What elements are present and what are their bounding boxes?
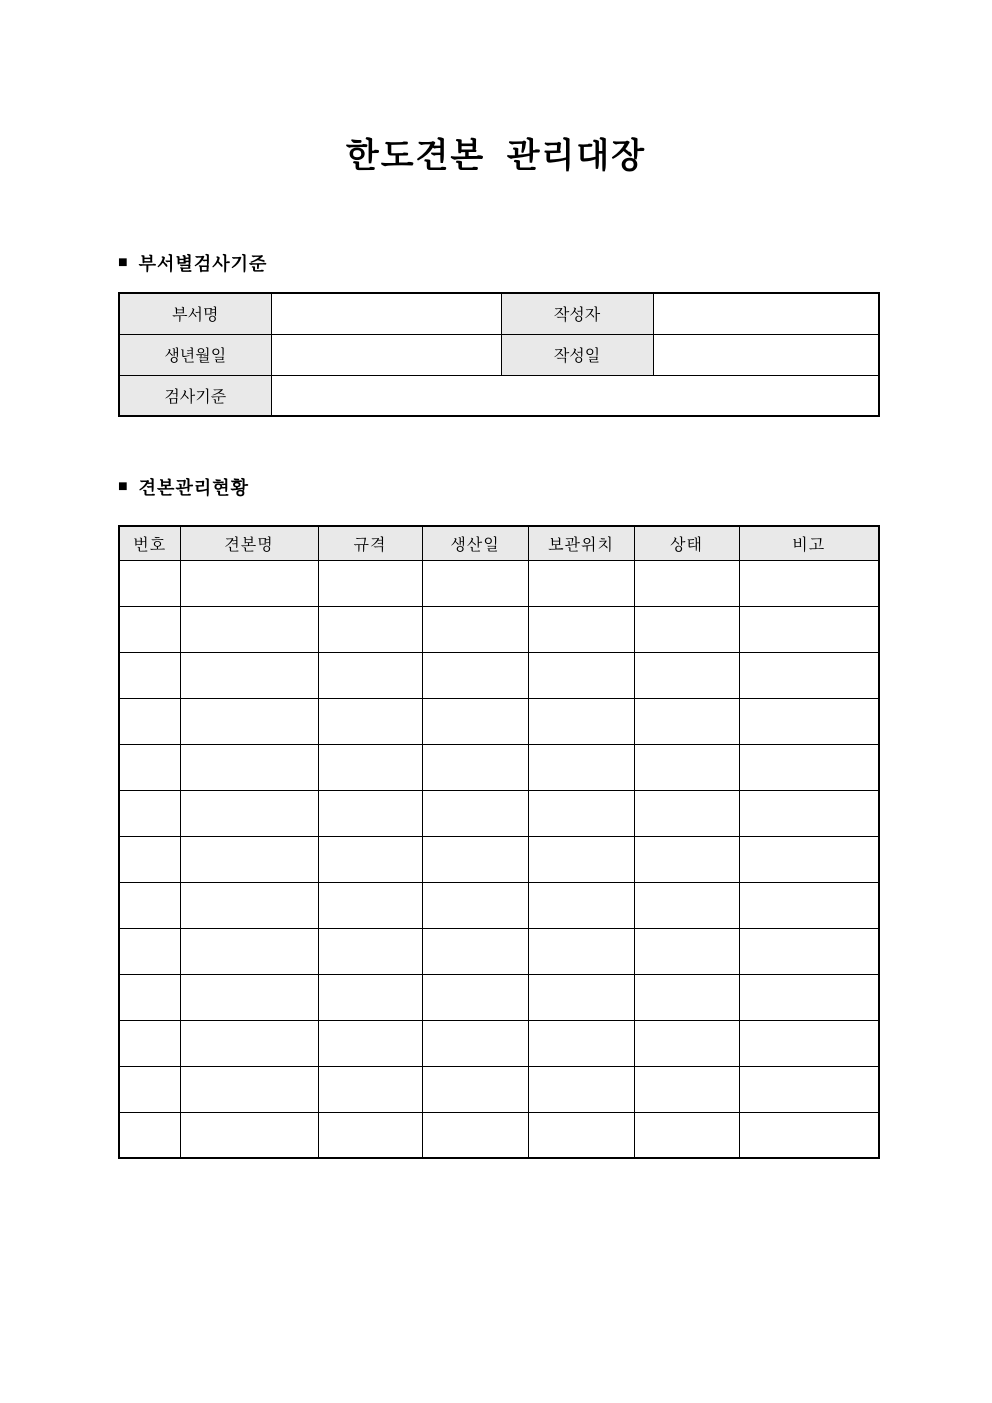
status-table-cell[interactable] xyxy=(318,1112,422,1158)
status-table-cell[interactable] xyxy=(119,606,180,652)
writer-field[interactable] xyxy=(653,293,879,334)
status-table-cell[interactable] xyxy=(119,974,180,1020)
dept-name-label: 부서명 xyxy=(119,293,271,334)
status-table-cell[interactable] xyxy=(634,1112,739,1158)
status-table-cell[interactable] xyxy=(739,974,879,1020)
status-table-row xyxy=(119,1066,879,1112)
status-table-cell[interactable] xyxy=(528,1112,634,1158)
info-row-3 xyxy=(119,375,879,416)
status-table-cell[interactable] xyxy=(634,882,739,928)
status-table-cell[interactable] xyxy=(528,560,634,606)
info-row-1 xyxy=(119,293,879,334)
status-table-cell[interactable] xyxy=(318,974,422,1020)
status-table-cell[interactable] xyxy=(318,790,422,836)
status-table-cell[interactable] xyxy=(739,744,879,790)
page-title: 한도견본 관리대장 xyxy=(345,137,647,175)
status-table-cell[interactable] xyxy=(180,1020,318,1066)
status-table-cell[interactable] xyxy=(528,1066,634,1112)
info-row-2 xyxy=(119,334,879,375)
status-table-cell[interactable] xyxy=(422,698,528,744)
status-table-cell[interactable] xyxy=(318,698,422,744)
status-table-cell[interactable] xyxy=(528,744,634,790)
status-table-row xyxy=(119,790,879,836)
status-table-cell[interactable] xyxy=(119,652,180,698)
status-table-cell[interactable] xyxy=(634,652,739,698)
status-table-cell[interactable] xyxy=(739,560,879,606)
status-table-row xyxy=(119,928,879,974)
column-header-production-date: 생산일 xyxy=(422,526,528,560)
status-table-cell[interactable] xyxy=(422,744,528,790)
status-table-row xyxy=(119,1020,879,1066)
column-header-storage-location: 보관위치 xyxy=(528,526,634,560)
write-date-label: 작성일 xyxy=(501,334,653,375)
status-table-cell[interactable] xyxy=(634,1020,739,1066)
status-table-cell[interactable] xyxy=(318,560,422,606)
status-table-row xyxy=(119,652,879,698)
status-table-cell[interactable] xyxy=(422,1112,528,1158)
status-table-cell[interactable] xyxy=(528,1020,634,1066)
status-table-cell[interactable] xyxy=(528,606,634,652)
status-table-header-row xyxy=(119,526,879,560)
status-table-row xyxy=(119,698,879,744)
status-table-cell[interactable] xyxy=(180,652,318,698)
status-table-cell[interactable] xyxy=(528,836,634,882)
status-table-cell[interactable] xyxy=(119,790,180,836)
status-table-cell[interactable] xyxy=(739,1020,879,1066)
status-table-cell[interactable] xyxy=(634,606,739,652)
status-table-cell[interactable] xyxy=(528,974,634,1020)
status-table-cell[interactable] xyxy=(119,836,180,882)
status-table-cell[interactable] xyxy=(528,928,634,974)
status-table-cell[interactable] xyxy=(422,928,528,974)
dept-criteria-table xyxy=(118,292,880,417)
section-heading-dept-criteria-label: 부서별검사기준 xyxy=(138,254,268,274)
column-header-remarks: 비고 xyxy=(739,526,879,560)
status-table-cell[interactable] xyxy=(180,606,318,652)
status-table-cell[interactable] xyxy=(422,652,528,698)
status-table-cell[interactable] xyxy=(119,882,180,928)
status-table-row xyxy=(119,974,879,1020)
status-table-cell[interactable] xyxy=(634,974,739,1020)
status-table-cell[interactable] xyxy=(739,606,879,652)
criteria-label: 검사기준 xyxy=(119,375,271,416)
sample-status-table xyxy=(118,525,880,1159)
status-table-cell[interactable] xyxy=(422,836,528,882)
status-table-body xyxy=(119,560,879,1158)
status-table-cell[interactable] xyxy=(422,974,528,1020)
status-table-cell[interactable] xyxy=(119,928,180,974)
status-table-cell[interactable] xyxy=(180,928,318,974)
status-table-cell[interactable] xyxy=(739,698,879,744)
status-table-cell[interactable] xyxy=(180,560,318,606)
status-table-row xyxy=(119,560,879,606)
status-table-cell[interactable] xyxy=(739,790,879,836)
status-table-row xyxy=(119,836,879,882)
status-table-cell[interactable] xyxy=(739,882,879,928)
status-table-cell[interactable] xyxy=(634,790,739,836)
status-table-cell[interactable] xyxy=(528,790,634,836)
status-table-cell[interactable] xyxy=(119,1112,180,1158)
status-table-cell[interactable] xyxy=(739,928,879,974)
status-table-cell[interactable] xyxy=(180,1066,318,1112)
status-table-cell[interactable] xyxy=(739,1112,879,1158)
status-table-row xyxy=(119,744,879,790)
column-header-sample-name: 견본명 xyxy=(180,526,318,560)
birth-date-field[interactable] xyxy=(271,334,501,375)
write-date-field[interactable] xyxy=(653,334,879,375)
column-header-status: 상태 xyxy=(634,526,739,560)
status-table-cell[interactable] xyxy=(180,882,318,928)
status-table-cell[interactable] xyxy=(634,1066,739,1112)
status-table-cell[interactable] xyxy=(528,652,634,698)
status-table-cell[interactable] xyxy=(634,698,739,744)
column-header-spec: 규격 xyxy=(318,526,422,560)
status-table-cell[interactable] xyxy=(318,606,422,652)
status-table-row xyxy=(119,882,879,928)
status-table-row xyxy=(119,1112,879,1158)
status-table-row xyxy=(119,606,879,652)
status-table-cell[interactable] xyxy=(739,1066,879,1112)
status-table-cell[interactable] xyxy=(422,606,528,652)
status-table-cell[interactable] xyxy=(739,652,879,698)
status-table-cell[interactable] xyxy=(119,560,180,606)
status-table-cell[interactable] xyxy=(422,560,528,606)
status-table-cell[interactable] xyxy=(180,1112,318,1158)
status-table-cell[interactable] xyxy=(528,698,634,744)
status-table-cell[interactable] xyxy=(422,1066,528,1112)
status-table-cell[interactable] xyxy=(119,698,180,744)
status-table-cell[interactable] xyxy=(422,882,528,928)
status-table-cell[interactable] xyxy=(318,882,422,928)
status-table-cell[interactable] xyxy=(318,744,422,790)
status-table-cell[interactable] xyxy=(318,1020,422,1066)
status-table-cell[interactable] xyxy=(422,1020,528,1066)
criteria-field[interactable] xyxy=(271,375,879,416)
section-heading-sample-status xyxy=(118,474,249,500)
section-heading-sample-status-label: 견본관리현황 xyxy=(138,478,249,498)
status-table-cell[interactable] xyxy=(422,790,528,836)
status-table-cell[interactable] xyxy=(180,698,318,744)
status-table-cell[interactable] xyxy=(634,744,739,790)
status-table-cell[interactable] xyxy=(119,744,180,790)
birth-date-label: 생년월일 xyxy=(119,334,271,375)
column-header-number: 번호 xyxy=(119,526,180,560)
status-table-cell[interactable] xyxy=(180,744,318,790)
status-table-cell[interactable] xyxy=(318,836,422,882)
status-table-cell[interactable] xyxy=(318,1066,422,1112)
status-table-cell[interactable] xyxy=(634,836,739,882)
status-table-cell[interactable] xyxy=(119,1020,180,1066)
status-table-cell[interactable] xyxy=(119,1066,180,1112)
writer-label: 작성자 xyxy=(501,293,653,334)
status-table-cell[interactable] xyxy=(528,882,634,928)
status-table-cell[interactable] xyxy=(180,836,318,882)
status-table-cell[interactable] xyxy=(318,928,422,974)
square-bullet-icon: ■ xyxy=(118,254,129,271)
status-table-cell[interactable] xyxy=(739,836,879,882)
status-table-cell[interactable] xyxy=(180,974,318,1020)
dept-name-field[interactable] xyxy=(271,293,501,334)
status-table-cell[interactable] xyxy=(180,790,318,836)
section-heading-dept-criteria xyxy=(118,250,267,276)
status-table-cell[interactable] xyxy=(634,560,739,606)
status-table-cell[interactable] xyxy=(318,652,422,698)
square-bullet-icon: ■ xyxy=(118,478,129,495)
status-table-cell[interactable] xyxy=(634,928,739,974)
